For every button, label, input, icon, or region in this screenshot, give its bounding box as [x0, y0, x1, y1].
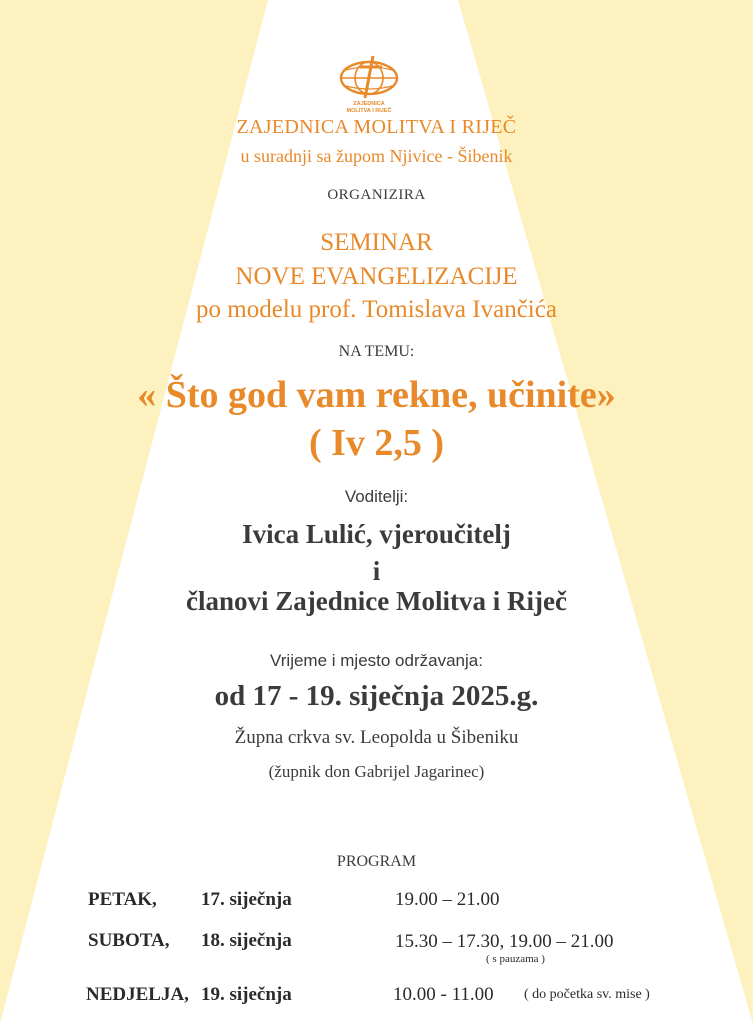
program-time: 19.00 – 21.00	[395, 889, 500, 910]
program-date: 17. siječnja	[201, 889, 292, 910]
leader-name: Ivica Lulić, vjeroučitelj	[242, 519, 511, 549]
program-subnote: ( s pauzama )	[486, 953, 545, 965]
seminar-subtitle: NOVE EVANGELIZACIJE	[235, 263, 518, 290]
leaders-community: članovi Zajednice Molitva i Riječ	[186, 586, 567, 616]
organizes-label: ORGANIZIRA	[327, 187, 426, 203]
theme-reference: ( Iv 2,5 )	[308, 422, 445, 464]
program-date: 19. siječnja	[201, 984, 292, 1005]
program-title: PROGRAM	[336, 853, 417, 870]
theme-quote: « Što god vam rekne, učinite»	[137, 374, 616, 416]
leaders-conjunction: i	[372, 556, 381, 586]
theme-label: NA TEMU:	[338, 343, 415, 360]
program-day: NEDJELJA,	[86, 984, 189, 1005]
cross-globe-logo-icon	[336, 54, 402, 116]
program-day: SUBOTA,	[88, 930, 170, 951]
logo-text-line1: ZAJEDNICA	[353, 101, 385, 107]
leaders-label: Voditelji:	[344, 487, 409, 506]
program-note: ( do početka sv. mise )	[524, 987, 650, 1002]
seminar-title: SEMINAR	[320, 229, 433, 256]
program-date: 18. siječnja	[201, 930, 292, 951]
logo-text-line2: MOLITVA I RIJEČ	[346, 108, 392, 114]
program-time: 10.00 - 11.00	[393, 984, 494, 1005]
program-time: 15.30 – 17.30, 19.00 – 21.00	[395, 931, 614, 952]
organization-name: ZAJEDNICA MOLITVA I RIJEČ	[236, 116, 517, 138]
program-day: PETAK,	[88, 889, 157, 910]
event-dates: od 17 - 19. siječnja 2025.g.	[214, 680, 539, 712]
event-pastor: (župnik don Gabrijel Jagarinec)	[268, 762, 485, 781]
time-place-label: Vrijeme i mjesto održavanja:	[270, 651, 483, 670]
event-place: Župna crkva sv. Leopolda u Šibeniku	[234, 727, 519, 748]
seminar-model: po modelu prof. Tomislava Ivančića	[196, 296, 557, 323]
collaboration-text: u suradnji sa župom Njivice - Šibenik	[240, 146, 513, 166]
